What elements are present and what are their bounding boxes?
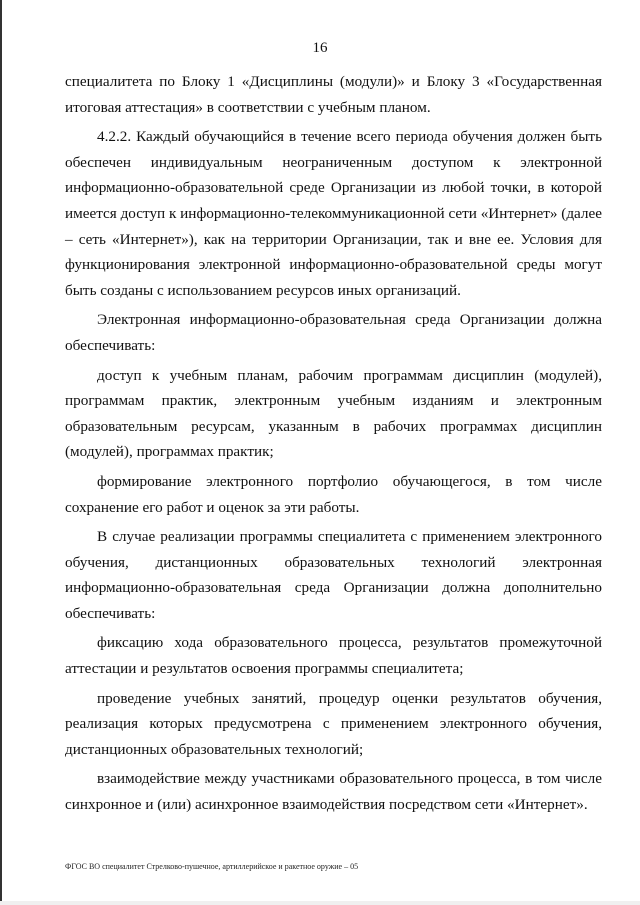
paragraph-4-2-2: 4.2.2. Каждый обучающийся в течение всего периода обучения должен быть обеспечен индивидуальным неограниченным доступом к электронной информационно-образовательной среде Организации из любой точки, в которой имеется доступ к информационно-телекоммуникационной сети «Интернет» (далее – сеть «Интернет»), как на территории Организации, так и вне ее. Условия для функционирования электронной информационно-образовательной среды могут быть созданы с использованием ресурсов иных организаций. [65,128,602,299]
paragraph-portfolio-item: формирование электронного портфолио обучающегося, в том числе сохранение его работ и оценок за эти работы. [65,472,602,516]
paragraph-distance-learning: В случае реализации программы специалитета с применением электронного обучения, дистанционных образовательных технологий электронная информационно-образовательная среда Организации должна дополнительно обеспечивать: [65,528,602,622]
page-footer: ФГОС ВО специалитет Стрелково-пушечное, артиллерийское и ракетное оружие – 05 [65,862,359,871]
paragraph-access-item: доступ к учебным планам, рабочим программам дисциплин (модулей), программам практик, электронным учебным изданиям и электронным образовательным ресурсам, указанным в рабочих программах дисциплин (модулей), программах практик; [65,366,602,461]
page-number: 16 [312,40,328,56]
scan-edge-bottom [0,901,640,905]
paragraph-continuation: специалитета по Блоку 1 «Дисциплины (модули)» и Блоку 3 «Государственная итоговая аттестация» в соответствии с учебным планом. [65,73,602,116]
scan-edge-shadow [0,0,2,905]
paragraph-environment-intro: Электронная информационно-образовательная среда Организации должна обеспечивать: [65,311,602,354]
paragraph-classes-item: проведение учебных занятий, процедур оценки результатов обучения, реализация которых предусмотрена с применением электронного обучения, дистанционных образовательных технологий; [65,689,602,758]
paragraph-interaction-item: взаимодействие между участниками образовательного процесса, в том числе синхронное и (или) асинхронное взаимодействия посредством сети «Интернет». [65,770,602,814]
paragraph-recording-item: фиксацию хода образовательного процесса, результатов промежуточной аттестации и результатов освоения программы специалитета; [65,634,602,678]
document-body [65,69,602,818]
